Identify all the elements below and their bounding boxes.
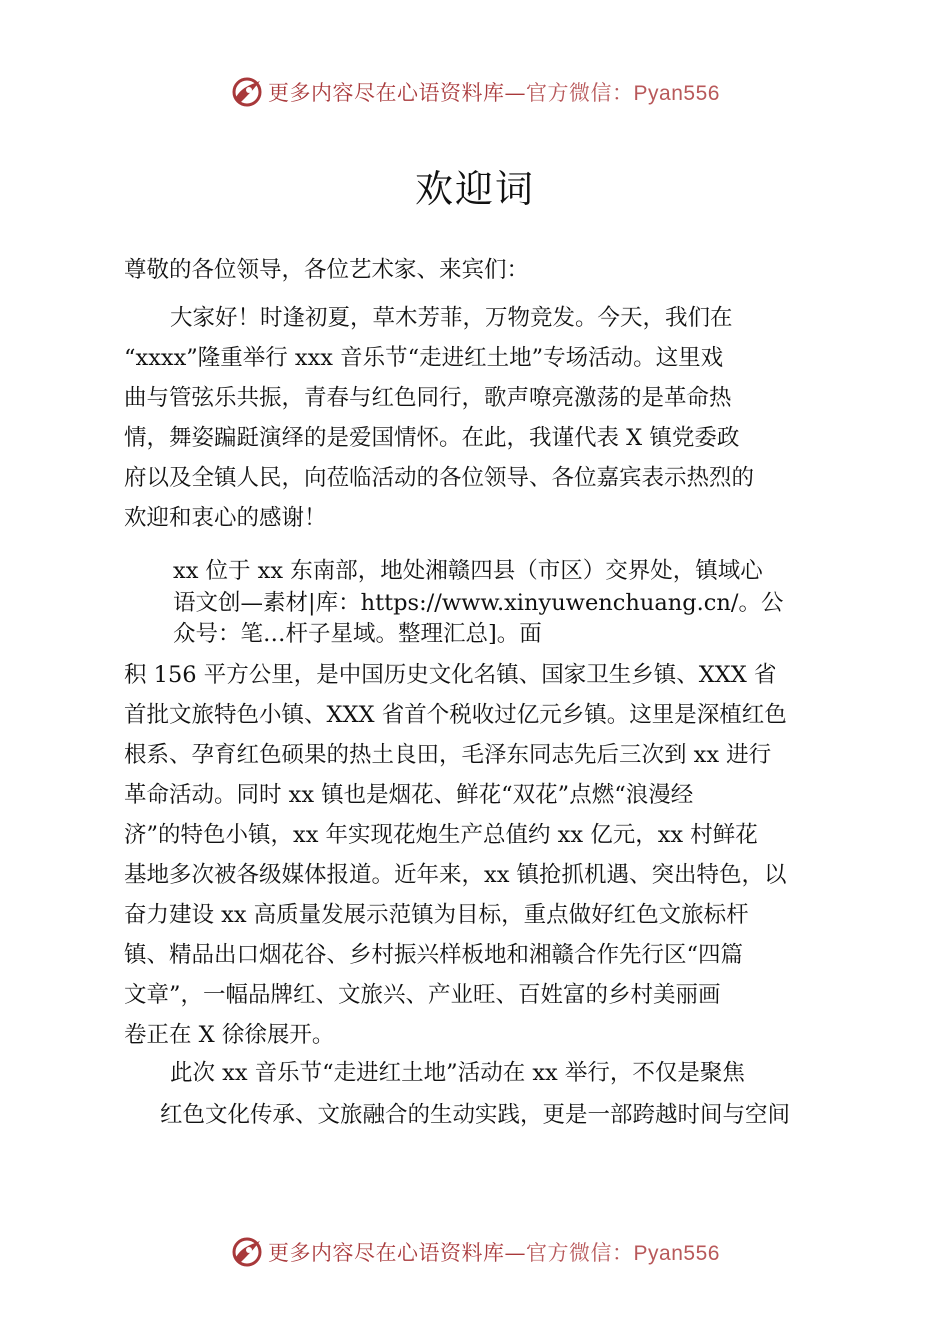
text-line: 卷正在 X 徐徐展开。 bbox=[124, 1022, 335, 1048]
text-line: 曲与管弦乐共振，青春与红色同行，歌声嘹亮激荡的是革命热 bbox=[124, 385, 732, 411]
text-line: 尊敬的各位领导，各位艺术家、来宾们： bbox=[124, 257, 530, 283]
text-line: 众号：笔…杆子星域。整理汇总]。面 bbox=[173, 621, 542, 647]
text-line: 镇、精品出口烟花谷、乡村振兴样板地和湘赣合作先行区“四篇 bbox=[124, 942, 744, 968]
text-line: 红色文化传承、文旅融合的生动实践，更是一部跨越时间与空间 bbox=[160, 1102, 791, 1128]
text-line: “xxxx”隆重举行 xxx 音乐节“走进红土地”专场活动。这里戏 bbox=[124, 345, 724, 371]
text-line: 府以及全镇人民，向莅临活动的各位领导、各位嘉宾表示热烈的 bbox=[124, 465, 755, 491]
text-line: 此次 xx 音乐节“走进红土地”活动在 xx 举行，不仅是聚焦 bbox=[170, 1060, 745, 1086]
text-line: 首批文旅特色小镇、XXX 省首个税收过亿元乡镇。这里是深植红色 bbox=[124, 702, 787, 728]
text-line: 大家好！时逢初夏，草木芳菲，万物竞发。今天，我们在 bbox=[170, 305, 733, 331]
document-title: 欢迎词 bbox=[414, 167, 535, 211]
brand-logo-icon bbox=[230, 75, 264, 109]
text-line: 欢迎和衷心的感谢！ bbox=[124, 505, 327, 531]
text-line: 济”的特色小镇，xx 年实现花炮生产总值约 xx 亿元，xx 村鲜花 bbox=[124, 822, 758, 848]
header-banner bbox=[0, 72, 950, 112]
text-line: 基地多次被各级媒体报道。近年来，xx 镇抢抓机遇、突出特色，以 bbox=[124, 862, 787, 888]
text-line: 语文创—素材|库：https://www.xinyuwenchuang.cn/。公 bbox=[173, 590, 784, 616]
header-banner-text: 更多内容尽在心语资料库—官方微信：Pyan556 bbox=[268, 81, 720, 105]
text-line: 奋力建设 xx 高质量发展示范镇为目标，重点做好红色文旅标杆 bbox=[124, 902, 749, 928]
text-line: 根系、孕育红色硕果的热土良田，毛泽东同志先后三次到 xx 进行 bbox=[124, 742, 772, 768]
footer-banner-text: 更多内容尽在心语资料库—官方微信：Pyan556 bbox=[268, 1241, 720, 1265]
text-line: 革命活动。同时 xx 镇也是烟花、鲜花“双花”点燃“浪漫经 bbox=[124, 782, 694, 808]
text-line: 积 156 平方公里，是中国历史文化名镇、国家卫生乡镇、XXX 省 bbox=[124, 662, 777, 688]
text-line: 情，舞姿蹁跹演绎的是爱国情怀。在此，我谨代表 X 镇党委政 bbox=[124, 425, 740, 451]
text-line: xx 位于 xx 东南部，地处湘赣四县（市区）交界处，镇域心 bbox=[173, 558, 763, 584]
brand-logo-icon bbox=[230, 1235, 264, 1269]
text-line: 文章”，一幅品牌红、文旅兴、产业旺、百姓富的乡村美丽画 bbox=[124, 982, 721, 1008]
footer-banner bbox=[0, 1232, 950, 1272]
